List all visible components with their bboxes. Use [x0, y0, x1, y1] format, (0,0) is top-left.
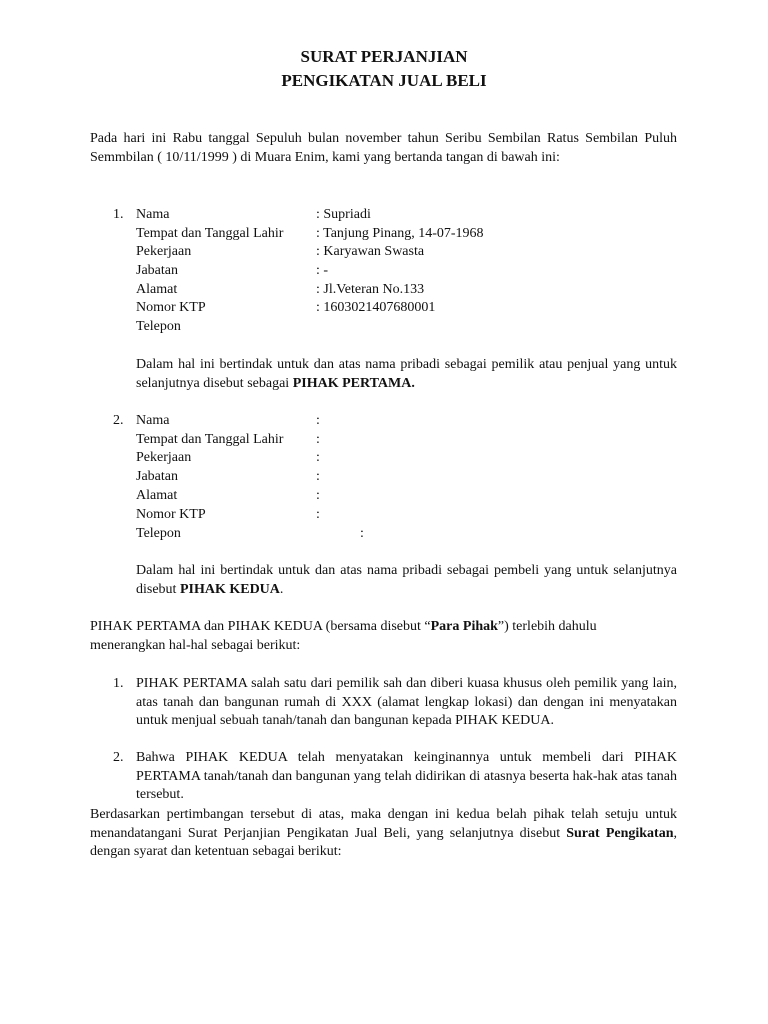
field-value: : [316, 432, 320, 447]
party1-desc-text: Dalam hal ini bertindak untuk dan atas nama pribadi sebagai pemilik atau penjual yang untuk selanjutnya disebut sebagai [136, 357, 677, 391]
party2-field-birth [136, 431, 676, 450]
field-label: Pekerjaan [136, 244, 192, 259]
field-value: : [316, 450, 320, 465]
field-value: : Karyawan Swasta [316, 244, 425, 259]
parties-intro-bold: Para Pihak [430, 619, 498, 634]
party2-desc-end: . [279, 581, 284, 597]
closing-paragraph [90, 806, 677, 862]
party1-desc-bold: PIHAK PERTAMA. [292, 375, 415, 391]
point2-text: Bahwa PIHAK KEDUA telah menyatakan keinginannya untuk membeli dari PIHAK PERTAMA tanah/tanah dan bangunan yang telah didirikan di atasnya beserta hak-hak atas tanah tersebut. [136, 750, 677, 803]
field-value: : Tanjung Pinang, 14-07-1968 [316, 226, 484, 241]
field-value: : - [316, 263, 329, 278]
party2-number: 2. [113, 413, 124, 428]
field-value: : [316, 413, 320, 428]
closing-bold: Surat Pengikatan [566, 825, 674, 841]
field-value: : [360, 526, 364, 541]
intro-paragraph: Pada hari ini Rabu tanggal Sepuluh bulan november tahun Seribu Sembilan Ratus Sembilan Puluh Semmbilan ( 10/11/1999 ) di Muara Enim, kami yang bertanda tangan di bawah ini: [90, 131, 677, 165]
field-value: : 1603021407680001 [316, 300, 436, 315]
party2-field-name [136, 412, 676, 431]
point2-number: 2. [113, 750, 124, 765]
field-label: Nama [136, 413, 170, 428]
point1-text: PIHAK PERTAMA salah satu dari pemilik sah dan diberi kuasa khusus oleh pemilik yang lain, atas tanah dan bangunan rumah di XXX (alamat lengkap lokasi) dan dengan ini menyatakan untuk menjual sebuah tanah/tanah dan bangunan kepada PIHAK KEDUA. [136, 676, 677, 729]
party2-description [136, 562, 677, 599]
document-title-line2: PENGIKATAN JUAL BELI [281, 71, 487, 90]
parties-intro-paragraph [90, 618, 610, 655]
party1-field-ktp [136, 299, 676, 318]
field-label: Telepon [136, 319, 181, 334]
field-label: Nomor KTP [136, 300, 206, 315]
field-label: Pekerjaan [136, 450, 192, 465]
point1-number: 1. [113, 676, 124, 691]
party2-field-ktp [136, 506, 676, 525]
field-value: : [316, 488, 320, 503]
party1-field-phone [136, 318, 676, 337]
field-label: Alamat [136, 488, 178, 503]
field-label: Nama [136, 207, 170, 222]
party1-field-job [136, 243, 676, 262]
parties-intro-text1: PIHAK PERTAMA dan PIHAK KEDUA (bersama disebut “ [90, 619, 431, 634]
closing-text2: , dengan syarat dan ketentuan sebagai berikut: [90, 825, 677, 860]
parties-intro-text2: ”) terlebih dahulu menerangkan hal-hal sebagai berikut: [90, 619, 597, 653]
party1-number: 1. [113, 207, 124, 222]
field-label: Jabatan [136, 263, 178, 278]
field-value: : [316, 507, 320, 522]
party1-description [136, 356, 677, 393]
document-title-line1: SURAT PERJANJIAN [300, 47, 468, 66]
party1-field-address [136, 281, 676, 300]
field-label: Jabatan [136, 469, 178, 484]
party2-field-job [136, 449, 676, 468]
party2-desc-text: Dalam hal ini bertindak untuk dan atas nama pribadi sebagai pembeli yang untuk selanjutnya disebut [136, 563, 677, 597]
party2-field-address [136, 487, 676, 506]
party1-field-birth [136, 225, 676, 244]
party2-desc-bold: PIHAK KEDUA [179, 581, 280, 597]
field-label: Alamat [136, 282, 178, 297]
field-label: Tempat dan Tanggal Lahir [136, 432, 284, 447]
field-label: Telepon [136, 526, 181, 541]
party1-field-position [136, 262, 676, 281]
field-value: : Jl.Veteran No.133 [316, 282, 425, 297]
field-label: Nomor KTP [136, 507, 206, 522]
field-value: : Supriadi [316, 207, 371, 222]
field-label: Tempat dan Tanggal Lahir [136, 226, 284, 241]
closing-text1: Berdasarkan pertimbangan tersebut di atas, maka dengan ini kedua belah pihak telah setuju untuk menandatangani Surat Perjanjian Pengikatan Jual Beli, yang selanjutnya disebut [90, 807, 677, 841]
party2-field-phone [136, 525, 676, 544]
party1-field-name [136, 206, 676, 225]
field-value: : [316, 469, 320, 484]
party2-field-position [136, 468, 676, 487]
